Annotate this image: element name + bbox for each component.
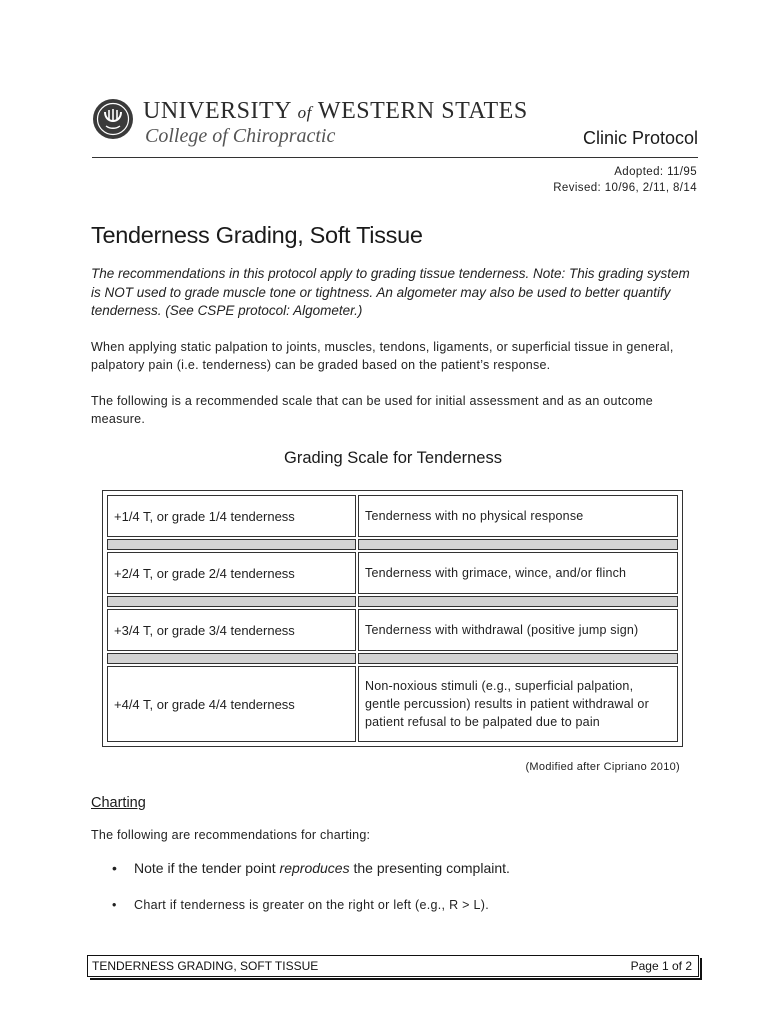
table-row	[107, 609, 678, 651]
grade-cell: +2/4 T, or grade 2/4 tenderness	[107, 552, 356, 594]
grade-cell: +4/4 T, or grade 4/4 tenderness	[107, 666, 356, 742]
scale-usage-paragraph: The following is a recommended scale that can be used for initial assessment and as an outcome measure.	[91, 394, 653, 426]
adopted-date: Adopted: 11/95	[614, 166, 697, 178]
table-row	[107, 552, 678, 594]
grading-scale-table	[102, 490, 683, 747]
list-item	[112, 898, 489, 912]
university-name	[143, 98, 528, 125]
spacer-cell	[358, 653, 678, 664]
footer-title: TENDERNESS GRADING, SOFT TISSUE	[92, 959, 319, 973]
bullet-text: Note if the tender point	[134, 860, 280, 876]
description-cell: Tenderness with withdrawal (positive jump sign)	[358, 609, 678, 651]
college-name: College of Chiropractic	[145, 125, 336, 147]
revised-dates: Revised: 10/96, 2/11, 8/14	[553, 182, 697, 194]
table-citation: (Modified after Cipriano 2010)	[525, 761, 680, 773]
description-cell: Tenderness with grimace, wince, and/or flinch	[358, 552, 678, 594]
charting-intro: The following are recommendations for charting:	[91, 828, 371, 842]
table-spacer-row	[107, 596, 678, 607]
grade-cell: +3/4 T, or grade 3/4 tenderness	[107, 609, 356, 651]
bullet-text-end: the presenting complaint.	[349, 860, 510, 876]
description-cell: Tenderness with no physical response	[358, 495, 678, 537]
intro-note: The recommendations in this protocol apply to grading tissue tenderness. Note: This grading system is NOT used to grade muscle tone or tightness. An algometer may also be used to better quantify tenderness. (See CSPE protocol: Algometer.)	[91, 266, 690, 318]
bullet-emphasis: reproduces	[279, 860, 350, 876]
bullet-text: Chart if tenderness is greater on the right or left (e.g., R > L).	[134, 898, 490, 912]
grade-cell: +1/4 T, or grade 1/4 tenderness	[107, 495, 356, 537]
description-cell: Non-noxious stimuli (e.g., superficial palpation, gentle percussion) results in patient withdrawal or patient refusal to be palpated due to pain	[358, 666, 678, 742]
western-states-word: WESTERN STATES	[317, 98, 528, 124]
table-row	[107, 666, 678, 742]
spacer-cell	[107, 539, 356, 550]
spacer-cell	[358, 596, 678, 607]
spacer-cell	[107, 596, 356, 607]
page-number: Page 1 of 2	[630, 959, 692, 973]
document-type-label: Clinic Protocol	[582, 128, 698, 148]
charting-heading: Charting	[91, 795, 146, 811]
table-spacer-row	[107, 539, 678, 550]
spacer-cell	[358, 539, 678, 550]
list-item	[112, 860, 510, 876]
page-footer	[87, 955, 699, 977]
bullet-glyph: •	[112, 898, 117, 912]
page-title: Tenderness Grading, Soft Tissue	[91, 222, 423, 248]
bullet-glyph: •	[112, 860, 117, 876]
university-of-word: of	[297, 103, 312, 122]
spacer-cell	[107, 653, 356, 664]
table-title: Grading Scale for Tenderness	[284, 449, 502, 467]
palpation-paragraph: When applying static palpation to joints, muscles, tendons, ligaments, or superficial tissue in general, palpatory pain (i.e. tenderness) can be graded based on the patient’s response.	[91, 340, 674, 372]
university-seal-logo	[92, 98, 134, 140]
university-word: UNIVERSITY	[143, 98, 292, 124]
header-divider	[92, 157, 698, 158]
table-row	[107, 495, 678, 537]
table-spacer-row	[107, 653, 678, 664]
